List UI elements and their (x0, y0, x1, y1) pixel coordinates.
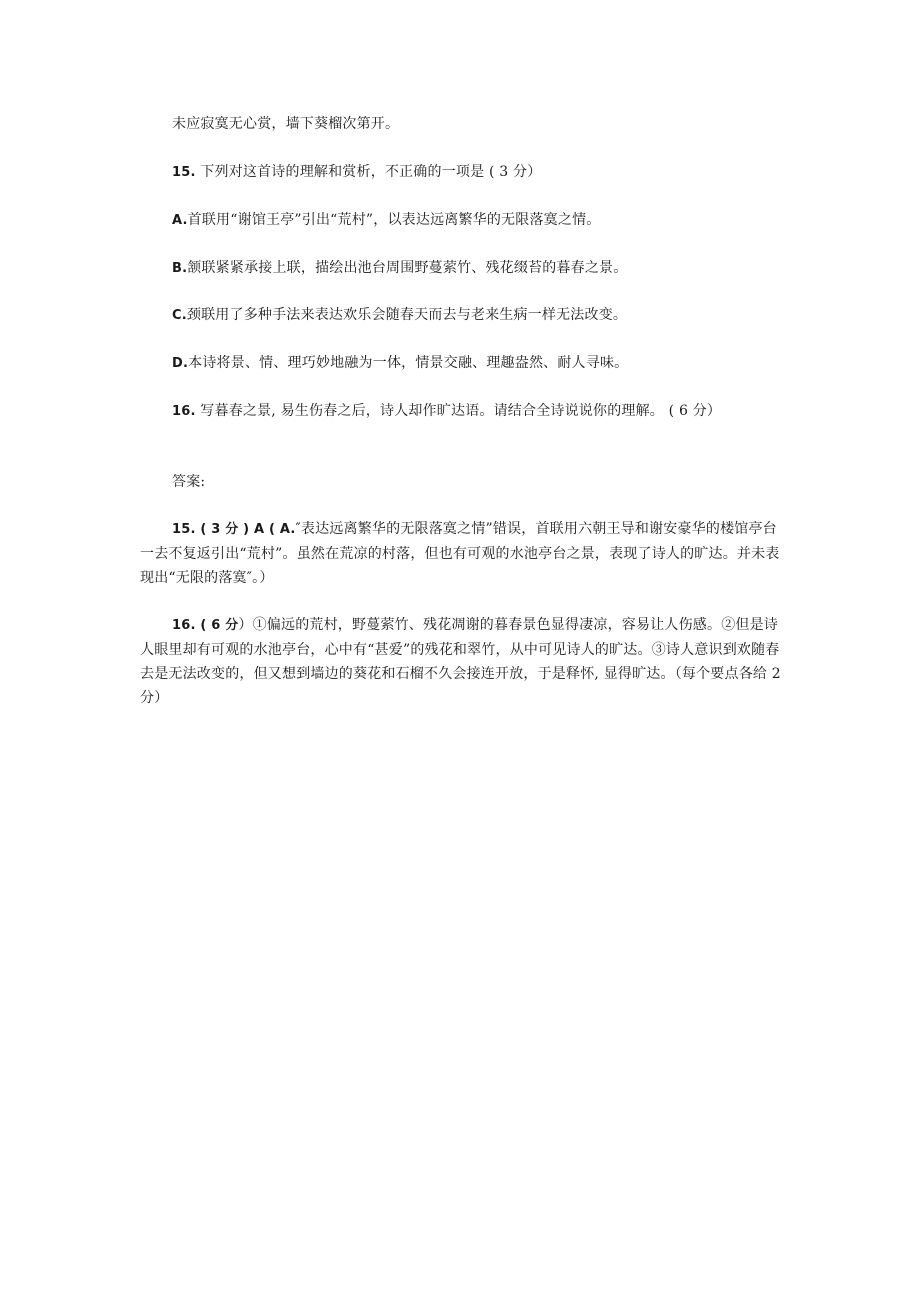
option-a (172, 210, 600, 231)
answer-15-text: ″表达远离繁华的无限落寞之情”错误，首联用六朝王导和谢安豪华的楼馆亭台一去不复返引出“荒村”。虽然在荒凉的村落，但也有可观的水池亭台之景，表现了诗人的旷达。并未表现出“无限的落寞″。） (140, 521, 780, 586)
answer-15 (140, 517, 784, 590)
option-c (172, 305, 627, 326)
option-d-letter: D. (172, 356, 189, 371)
option-a-text: 首联用“谢馆王亭”引出“荒村”，以表达远离繁华的无限落寞之情。 (187, 212, 601, 228)
option-d (172, 353, 628, 374)
answer-16 (140, 613, 784, 710)
option-a-letter: A. (172, 213, 188, 228)
option-c-text: 颈联用了多种手法来表达欢乐会随春天而去与老来生病一样无法改变。 (186, 307, 628, 323)
question-15-number: 15. (172, 165, 196, 180)
answer-label-text: 答案: (172, 474, 206, 490)
question-16-stem: 写暮春之景, 易生伤春之后，诗人却作旷达语。请结合全诗说说你的理解。 ( 6 分） (195, 403, 722, 419)
answer-16-prefix: 16. ( 6 分 (172, 618, 239, 633)
answer-15-prefix: 15. ( 3 分 ) A ( A. (172, 522, 296, 537)
answer-label (172, 472, 205, 492)
answer-16-text: ）①偏远的荒村，野蔓萦竹、残花凋谢的暮春景色显得凄凉，容易让人伤感。②但是诗人眼里却有可观的水池亭台，心中有“甚爱”的残花和翠竹，从中可见诗人的旷达。③诗人意识到欢随春去是无法改变的，但又想到墙边的葵花和石榴不久会接连开放，于是释怀, 显得旷达。（每个要点各给 2 分） (140, 617, 781, 706)
option-c-letter: C. (172, 308, 187, 323)
option-b-text: 颔联紧紧承接上联，描绘出池台周围野蔓萦竹、残花缀苔的暮春之景。 (187, 260, 628, 276)
option-b-letter: B. (172, 261, 188, 276)
option-d-text: 本诗将景、情、理巧妙地融为一体，情景交融、理趣盎然、耐人寻味。 (188, 355, 629, 371)
question-16 (172, 401, 721, 422)
poem-last-line (172, 114, 399, 134)
question-15 (172, 162, 541, 183)
question-15-stem: 下列对这首诗的理解和赏析，不正确的一项是 ( 3 分） (195, 164, 542, 180)
option-b (172, 258, 627, 279)
poem-last-line-text: 未应寂寞无心赏，墙下葵榴次第开。 (172, 116, 400, 132)
question-16-number: 16. (172, 404, 196, 419)
